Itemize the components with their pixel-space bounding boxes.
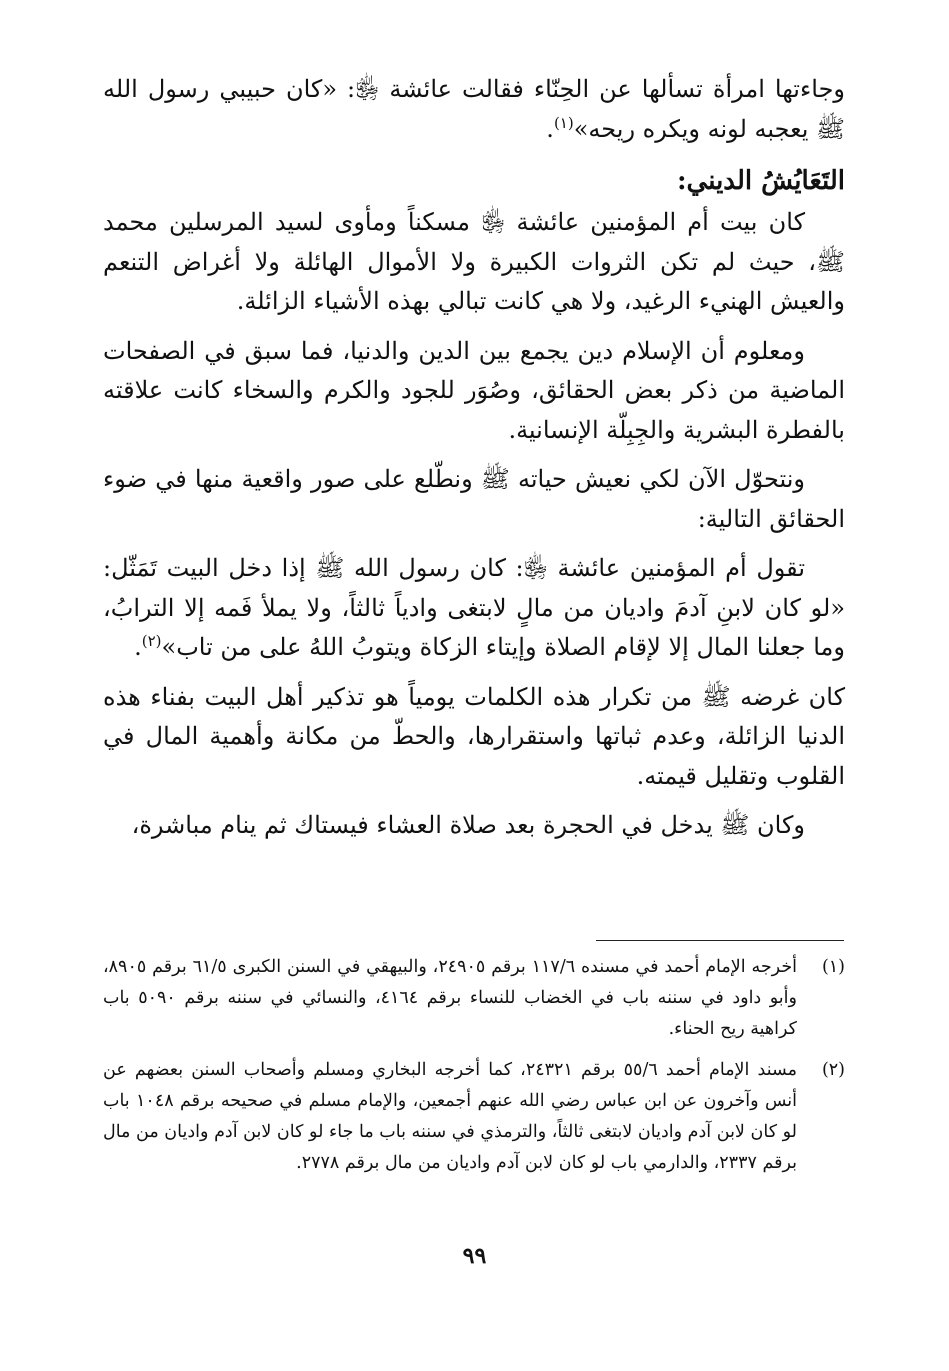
footnote-text: مسند الإمام أحمد ٥٥/٦ برقم ٢٤٣٢١، كما أخرجه البخاري ومسلم وأصحاب السنن بعضهم عن أنس وآخرون عن ابن عباس رضي الله عنهم أجمعين، والإمام مسلم في صحيحه برقم ١٠٤٨ باب لو كان لابن آدم واديان لابتغى ثالثاً، والترمذي في سننه باب ما جاء لو كان لابن آدم واديان من مال برقم ٢٣٣٧، والدارمي باب لو كان لابن آدم واديان من مال برقم ٢٧٧٨. <box>103 1060 797 1173</box>
paragraph-henna-end: . <box>546 114 554 143</box>
main-text <box>103 70 845 856</box>
paragraph-hadith-text: تقول أم المؤمنين عائشة ﵂: كان رسول الله ﷺ إذا دخل البيت تَمَثّل: «لو كان لابنِ آدمَ واديان من مالٍ لابتغى وادياً ثالثاً، ولا يملأ فَمه إلا الترابُ، وما جعلنا المال إلا لإقام الصلاة وإيتاء الزكاة ويتوبُ اللهُ على من تاب» <box>103 554 845 661</box>
section-heading: التَعَايُشُ الديني: <box>676 166 845 196</box>
footnote-2 <box>103 1055 845 1179</box>
footnote-ref-2[interactable]: (٢) <box>141 632 162 650</box>
page-number: ٩٩ <box>462 1243 487 1269</box>
paragraph-henna <box>103 70 845 149</box>
footnote-number: (٢) <box>821 1060 845 1080</box>
paragraph-purpose: كان غرضه ﷺ من تكرار هذه الكلمات يومياً هو تذكير أهل البيت بفناء هذه الدنيا الزائلة، وعدم ثباتها واستقرارها، والحطّ من مكانة وأهمية المال في القلوب وتقليل قيمته. <box>103 682 845 790</box>
paragraph-islam: ومعلوم أن الإسلام دين يجمع بين الدين والدنيا، فما سبق في الصفحات الماضية من ذكر بعض الحقائق، وصُوَر للجود والكرم والسخاء كانت علاقته بالفطرة البشرية والجِبِلّة الإنسانية. <box>103 336 845 444</box>
paragraph-transition: ونتحوّل الآن لكي نعيش حياته ﷺ ونطّلع على صور واقعية منها في ضوء الحقائق التالية: <box>103 465 845 533</box>
footnote-number: (١) <box>821 957 845 977</box>
footnote-1 <box>103 952 845 1045</box>
paragraph-hadith <box>103 549 845 668</box>
footnote-separator <box>596 940 844 941</box>
paragraph-henna-text: وجاءتها امرأة تسألها عن الحِنّاء فقالت عائشة ﵂: «كان حبيبي رسول الله ﷺ يعجبه لونه ويكره ريحه» <box>103 75 845 143</box>
footnote-text: أخرجه الإمام أحمد في مسنده ١١٧/٦ برقم ٢٤٩٠٥، والبيهقي في السنن الكبرى ٦١/٥ برقم ٨٩٠٥، وأبو داود في سننه باب في الخضاب للنساء برقم ٤١٦٤، والنسائي في سننه برقم ٥٠٩٠ باب كراهية ريح الحناء. <box>103 957 798 1039</box>
paragraph-hadith-end: . <box>134 633 142 661</box>
paragraph-house: كان بيت أم المؤمنين عائشة ﵂ مسكناً ومأوى لسيد المرسلين محمد ﷺ، حيث لم تكن الثروات الكبيرة ولا الأموال الهائلة ولا أغراض التنعم والعيش الهنيء الرغيد، ولا هي كانت تبالي بهذه الأشياء الزائلة. <box>103 208 845 315</box>
footnote-ref-1[interactable]: (١) <box>553 113 574 132</box>
paragraph-night: وكان ﷺ يدخل في الحجرة بعد صلاة العشاء فيستاك ثم ينام مباشرة، <box>131 811 805 839</box>
footnotes <box>103 952 845 1189</box>
